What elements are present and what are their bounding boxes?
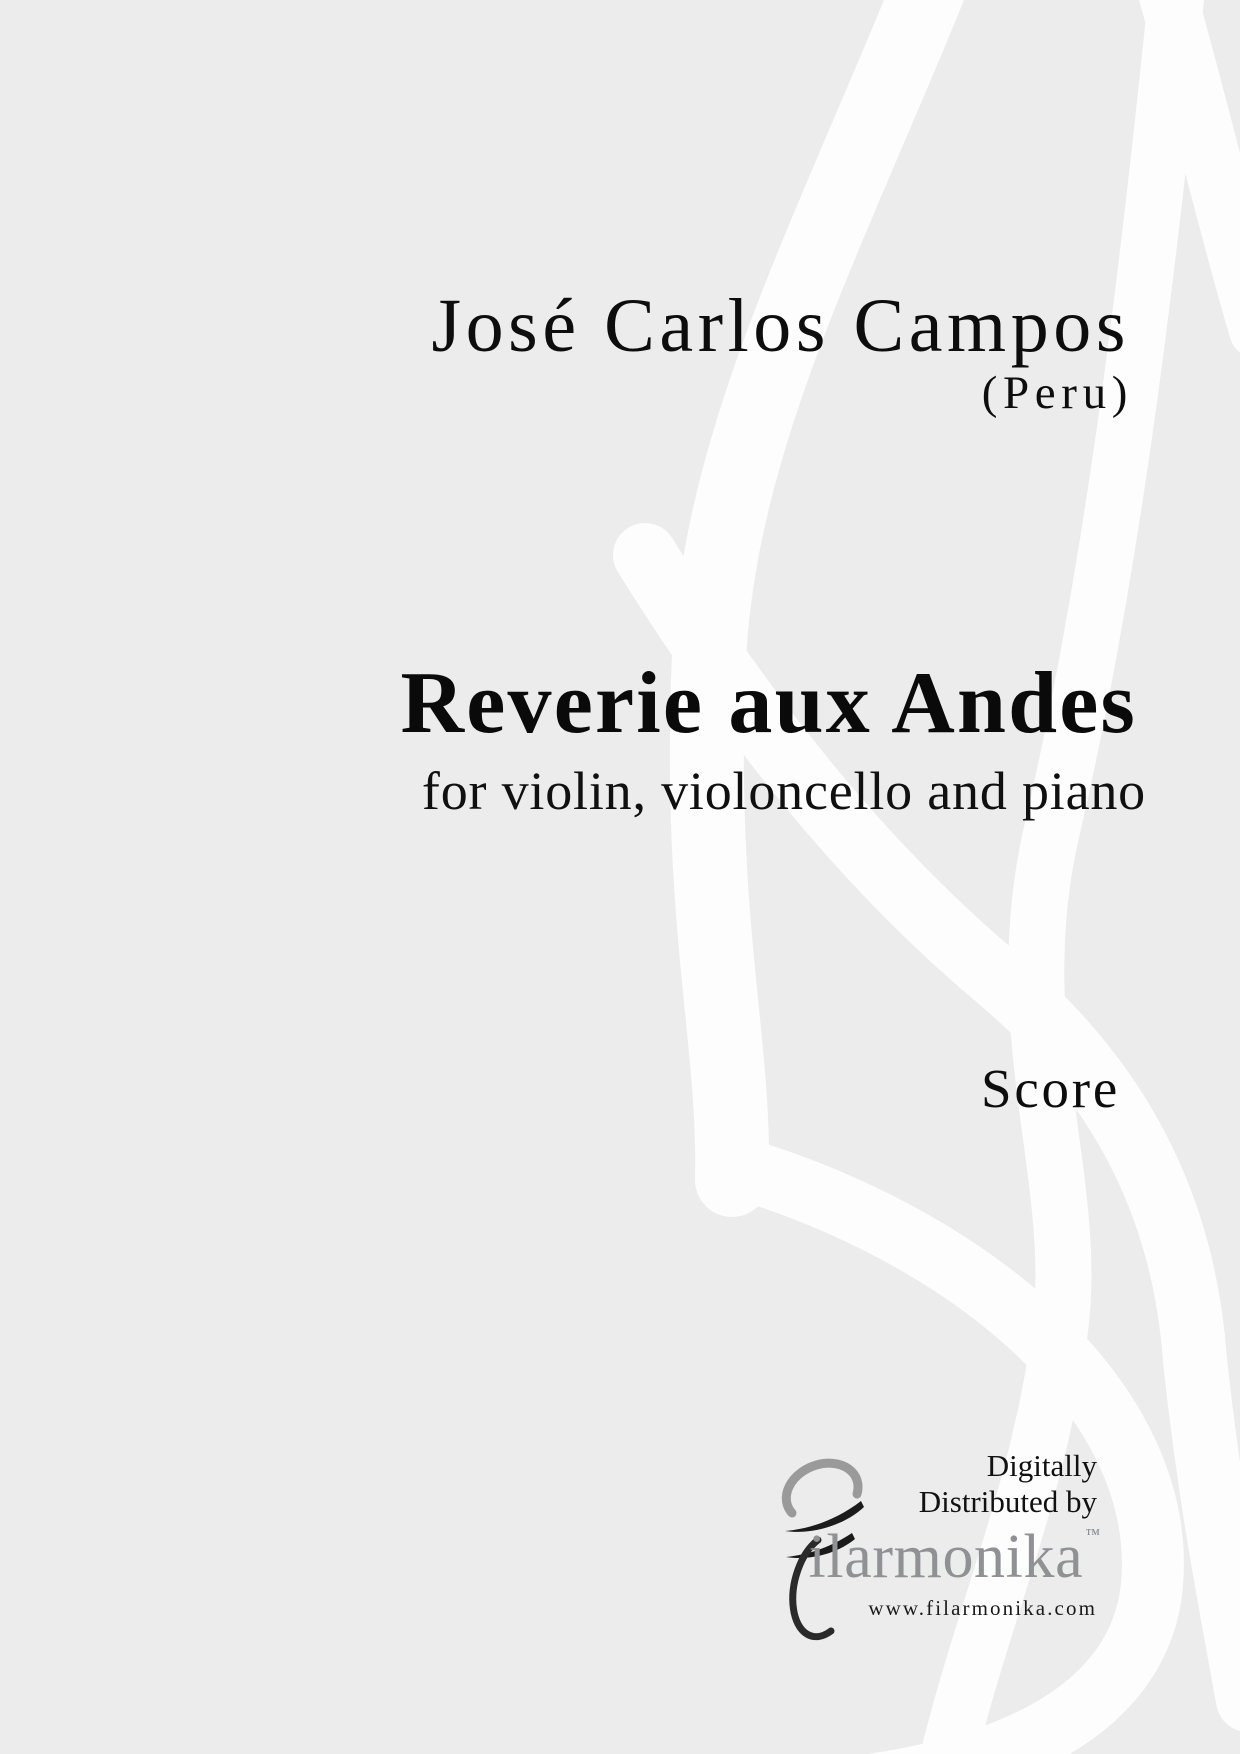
publisher-credit-line1: Digitally (986, 1448, 1097, 1483)
composer-name: José Carlos Campos (431, 284, 1130, 368)
composer-country: (Peru) (981, 367, 1133, 419)
publisher-credit (919, 1448, 1097, 1520)
instrumentation-subtitle: for violin, violoncello and piano (421, 761, 1146, 821)
work-title: Reverie aux Andes (400, 655, 1137, 752)
trademark-symbol: ™ (1085, 1527, 1100, 1543)
brand-name: ilarmonika (808, 1523, 1084, 1591)
publisher-brand (808, 1523, 1101, 1591)
score-label: Score (981, 1058, 1120, 1119)
publisher-url: www.filarmonika.com (868, 1596, 1097, 1620)
publisher-credit-line2: Distributed by (918, 1483, 1097, 1519)
swirl-stem (707, 0, 960, 1180)
